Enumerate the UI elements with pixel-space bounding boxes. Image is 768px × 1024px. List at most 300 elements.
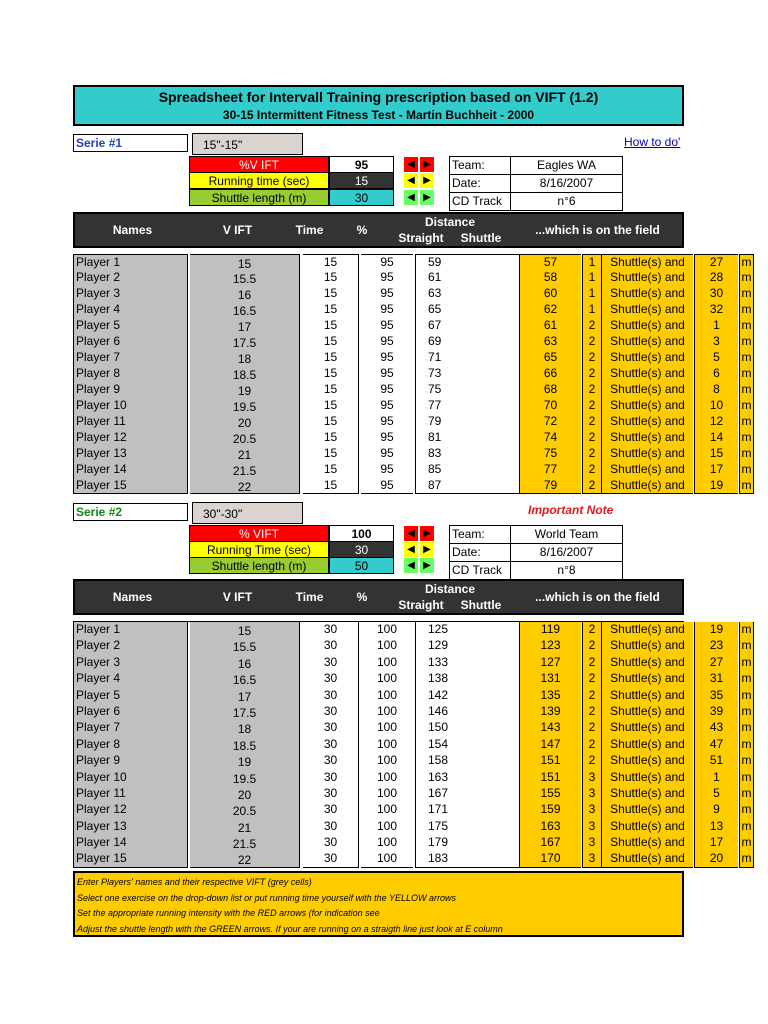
unit-cell: m [739,638,754,654]
cd-track-value[interactable]: n°6 [557,194,576,208]
player-name-cell[interactable]: Player 12 [73,430,188,446]
table-row [73,318,752,334]
col-pct-header: % [356,223,368,237]
straight-distance-cell: 129 [415,638,519,654]
intensity-decrease-arrow-icon[interactable]: ◀ [404,157,418,172]
cd-track-value[interactable]: n°8 [557,563,576,577]
unit-cell: m [739,398,754,414]
table-row [73,478,752,494]
time-cell: 15 [303,302,359,318]
shuttle-increase-arrow-icon[interactable]: ▶ [420,558,434,573]
info-key: Team: [450,157,511,174]
serie-1-param-time-label: Running time (sec) [189,172,329,189]
vift-cell[interactable]: 21.5 [190,835,300,851]
player-name-cell[interactable]: Player 4 [73,302,188,318]
field-position-cell: 13 [694,819,738,835]
serie-1-param-shuttle-label: Shuttle length (m) [189,189,329,206]
field-position-cell: 47 [694,737,738,753]
pct-cell: 100 [376,802,398,817]
col-field-header: ...which is on the field [535,223,660,237]
player-name-cell[interactable]: Player 14 [73,835,188,851]
table-row [73,622,752,638]
instruction-line: Enter Players' names and their respective VIFT (grey cells) [77,877,312,887]
shuttle-label-cell: Shuttle(s) and [601,851,693,867]
player-name-cell[interactable]: Player 6 [73,334,188,350]
shuttle-label-cell: Shuttle(s) and [601,462,693,478]
straight-distance-cell: 158 [415,753,519,769]
vift-cell[interactable]: 16.5 [190,671,300,687]
field-position-cell: 14 [694,430,738,446]
table-row [73,350,752,366]
shuttle-count-cell: 2 [582,688,601,704]
col-shuttle-header: Shuttle [460,598,502,612]
time-decrease-arrow-icon[interactable]: ◀ [404,173,418,188]
time-decrease-arrow-icon[interactable]: ◀ [404,542,418,557]
vift-cell[interactable]: 20 [190,786,300,802]
field-position-cell: 43 [694,720,738,736]
player-name-cell[interactable]: Player 15 [73,478,188,494]
table-row [73,654,752,671]
player-name-cell[interactable]: Player 14 [73,462,188,478]
time-cell: 30 [303,704,359,720]
shuttle-distance-cell: 155 [519,786,581,802]
shuttle-distance-cell: 74 [519,430,581,446]
shuttle-distance-cell: 62 [519,302,581,318]
info-key: CD Track [450,562,511,579]
vift-cell[interactable]: 19 [190,753,300,769]
col-straight-header: Straight [398,231,444,245]
shuttle-label-cell: Shuttle(s) and [601,770,693,786]
pct-cell: 95 [380,446,394,460]
shuttle-label-cell: Shuttle(s) and [601,835,693,851]
table-row [73,270,752,286]
vift-cell[interactable]: 16 [190,286,300,302]
table-row [73,802,752,819]
shuttle-distance-cell: 72 [519,414,581,430]
table-row [73,638,752,655]
unit-cell: m [739,334,754,350]
straight-distance-cell: 77 [415,398,519,414]
table-row [73,382,752,398]
straight-distance-cell: 150 [415,720,519,736]
table-row [73,398,752,414]
field-position-cell: 27 [694,254,738,270]
player-name-cell[interactable]: Player 13 [73,819,188,835]
vift-cell[interactable]: 21.5 [190,462,300,478]
vift-cell[interactable]: 20.5 [190,802,300,818]
serie-1-exercise-select[interactable]: 15"-15" [192,133,303,155]
shuttle-distance-cell: 61 [519,318,581,334]
player-name-cell[interactable]: Player 1 [73,254,188,270]
col-pct-header: % [356,590,368,604]
info-key: CD Track [450,193,511,210]
vift-cell[interactable]: 16 [190,655,300,671]
vift-cell[interactable]: 19.5 [190,770,300,786]
straight-distance-cell: 183 [415,851,519,867]
vift-cell[interactable]: 19 [190,382,300,398]
unit-cell: m [739,655,754,671]
shuttle-label-cell: Shuttle(s) and [601,622,693,638]
table-row [73,446,752,462]
table-row [73,334,752,350]
shuttle-label-cell: Shuttle(s) and [601,334,693,350]
field-position-cell: 15 [694,446,738,462]
col-vift-header: V IFT [222,590,253,604]
shuttle-distance-cell: 147 [519,737,581,753]
straight-distance-cell: 142 [415,688,519,704]
vift-cell[interactable]: 17.5 [190,704,300,720]
serie-2-param-shuttle-value: 50 [329,557,394,574]
unit-cell: m [739,446,754,462]
unit-cell: m [739,770,754,786]
pct-cell: 95 [380,414,394,428]
time-cell: 15 [303,286,359,302]
shuttle-distance-cell: 60 [519,286,581,302]
vift-cell[interactable]: 19.5 [190,398,300,414]
time-arrows-2 [404,542,434,557]
time-cell: 15 [303,414,359,430]
time-cell: 15 [303,350,359,366]
player-name-cell[interactable]: Player 9 [73,753,188,769]
date-value[interactable]: 8/16/2007 [539,545,594,559]
field-position-cell: 19 [694,622,738,638]
pct-cell: 100 [376,769,398,784]
vift-cell[interactable]: 18.5 [190,737,300,753]
table-row [73,286,752,302]
pct-cell: 95 [380,334,394,348]
vift-cell[interactable]: 21 [190,819,300,835]
serie-2-param-shuttle-label: Shuttle length (m) [189,557,329,574]
vift-cell[interactable]: 20 [190,414,300,430]
table-row [73,687,752,704]
shuttle-decrease-arrow-icon[interactable]: ◀ [404,190,418,205]
vift-cell[interactable]: 16.5 [190,302,300,318]
serie-1-label: Serie #1 [73,134,188,152]
vift-cell[interactable]: 22 [190,851,300,867]
unit-cell: m [739,737,754,753]
shuttle-count-cell: 2 [582,350,601,366]
table-row [73,414,752,430]
unit-cell: m [739,430,754,446]
serie-1-param-intensity-value: 95 [329,156,394,173]
field-position-cell: 51 [694,753,738,769]
shuttle-label-cell: Shuttle(s) and [601,302,693,318]
table-row [73,430,752,446]
field-position-cell: 9 [694,802,738,818]
shuttle-label-cell: Shuttle(s) and [601,414,693,430]
vift-cell[interactable]: 15.5 [190,638,300,654]
shuttle-label-cell: Shuttle(s) and [601,720,693,736]
shuttle-label-cell: Shuttle(s) and [601,366,693,382]
intensity-arrows [404,157,434,172]
serie-1-table-header [73,212,684,248]
table-row [73,462,752,478]
col-straight-header: Straight [398,598,444,612]
shuttle-count-cell: 1 [582,254,601,270]
straight-distance-cell: 167 [415,786,519,802]
page-subtitle: 30-15 Intermittent Fitness Test - Martin Buchheit - 2000 [222,108,535,122]
table-row [73,851,752,868]
field-position-cell: 20 [694,851,738,867]
time-cell: 15 [303,430,359,446]
vift-cell[interactable]: 18.5 [190,366,300,382]
field-position-cell: 6 [694,366,738,382]
table-row [73,302,752,318]
unit-cell: m [739,414,754,430]
pct-cell: 100 [376,654,398,669]
shuttle-label-cell: Shuttle(s) and [601,350,693,366]
table-row [73,366,752,382]
straight-distance-cell: 65 [415,302,519,318]
straight-distance-cell: 75 [415,382,519,398]
straight-distance-cell: 175 [415,819,519,835]
player-name-cell[interactable]: Player 13 [73,446,188,462]
unit-cell: m [739,688,754,704]
col-time-header: Time [295,223,324,237]
shuttle-label-cell: Shuttle(s) and [601,446,693,462]
team-value[interactable]: Eagles WA [537,158,596,172]
player-name-cell[interactable]: Player 4 [73,671,188,687]
time-increase-arrow-icon[interactable]: ▶ [420,173,434,188]
shuttle-count-cell: 2 [582,720,601,736]
shuttle-label-cell: Shuttle(s) and [601,786,693,802]
col-shuttle-header: Shuttle [460,231,502,245]
shuttle-count-cell: 2 [582,334,601,350]
shuttle-increase-arrow-icon[interactable]: ▶ [420,190,434,205]
field-position-cell: 23 [694,638,738,654]
player-name-cell[interactable]: Player 10 [73,398,188,414]
time-cell: 30 [303,622,359,638]
shuttle-count-cell: 2 [582,671,601,687]
time-cell: 30 [303,770,359,786]
table-row [73,736,752,753]
unit-cell: m [739,704,754,720]
shuttle-count-cell: 3 [582,770,601,786]
vift-cell[interactable]: 15 [190,622,300,638]
player-name-cell[interactable]: Player 11 [73,786,188,802]
title-banner [73,85,684,126]
field-position-cell: 3 [694,334,738,350]
serie-2-table-header [73,579,684,615]
player-name-cell[interactable]: Player 7 [73,720,188,736]
shuttle-label-cell: Shuttle(s) and [601,318,693,334]
serie-1-param-intensity-label: %V IFT [189,156,329,173]
shuttle-count-cell: 2 [582,462,601,478]
shuttle-distance-cell: 139 [519,704,581,720]
shuttle-count-cell: 3 [582,786,601,802]
player-name-cell[interactable]: Player 10 [73,770,188,786]
vift-cell[interactable]: 22 [190,478,300,494]
shuttle-distance-cell: 77 [519,462,581,478]
straight-distance-cell: 133 [415,655,519,671]
player-name-cell[interactable]: Player 2 [73,638,188,654]
player-name-cell[interactable]: Player 1 [73,622,188,638]
time-cell: 15 [303,270,359,286]
unit-cell: m [739,318,754,334]
time-cell: 30 [303,688,359,704]
info-key: Date: [450,175,511,192]
col-vift-header: V IFT [222,223,253,237]
unit-cell: m [739,622,754,638]
straight-distance-cell: 125 [415,622,519,638]
field-position-cell: 8 [694,382,738,398]
shuttle-label-cell: Shuttle(s) and [601,671,693,687]
pct-cell: 100 [376,720,398,735]
field-position-cell: 10 [694,398,738,414]
shuttle-distance-cell: 58 [519,270,581,286]
shuttle-count-cell: 3 [582,802,601,818]
shuttle-distance-cell: 68 [519,382,581,398]
time-cell: 15 [303,398,359,414]
straight-distance-cell: 179 [415,835,519,851]
unit-cell: m [739,802,754,818]
shuttle-distance-cell: 75 [519,446,581,462]
vift-cell[interactable]: 18 [190,350,300,366]
time-arrows [404,173,434,188]
unit-cell: m [739,462,754,478]
intensity-increase-arrow-icon[interactable]: ▶ [420,526,434,541]
straight-distance-cell: 154 [415,737,519,753]
vift-cell[interactable]: 18 [190,720,300,736]
time-cell: 30 [303,835,359,851]
unit-cell: m [739,366,754,382]
unit-cell: m [739,478,754,494]
time-cell: 15 [303,334,359,350]
field-position-cell: 19 [694,478,738,494]
vift-cell[interactable]: 15.5 [190,270,300,286]
time-cell: 30 [303,638,359,654]
table-row [73,720,752,737]
pct-cell: 100 [376,753,398,768]
shuttle-count-cell: 2 [582,398,601,414]
unit-cell: m [739,350,754,366]
time-cell: 30 [303,655,359,671]
shuttle-distance-cell: 170 [519,851,581,867]
unit-cell: m [739,851,754,867]
unit-cell: m [739,382,754,398]
player-name-cell[interactable]: Player 11 [73,414,188,430]
time-cell: 30 [303,753,359,769]
player-name-cell[interactable]: Player 15 [73,851,188,867]
instructions-box [73,871,684,937]
straight-distance-cell: 163 [415,770,519,786]
col-distance-header: Distance [424,215,476,229]
time-cell: 15 [303,446,359,462]
vift-cell[interactable]: 20.5 [190,430,300,446]
shuttle-distance-cell: 159 [519,802,581,818]
team-value[interactable]: World Team [534,527,599,541]
serie-1-param-shuttle-value: 30 [329,189,394,206]
shuttle-count-cell: 2 [582,446,601,462]
player-name-cell[interactable]: Player 9 [73,382,188,398]
pct-cell: 100 [376,818,398,833]
player-name-cell[interactable]: Player 3 [73,655,188,671]
serie-1-info-box [449,156,623,211]
player-name-cell[interactable]: Player 2 [73,270,188,286]
pct-cell: 100 [376,638,398,653]
pct-cell: 100 [376,835,398,850]
pct-cell: 100 [376,785,398,800]
unit-cell: m [739,819,754,835]
shuttle-count-cell: 2 [582,478,601,494]
vift-cell[interactable]: 17 [190,318,300,334]
pct-cell: 95 [361,478,413,494]
player-name-cell[interactable]: Player 12 [73,802,188,818]
table-row [73,769,752,786]
player-name-cell[interactable]: Player 5 [73,688,188,704]
field-position-cell: 39 [694,704,738,720]
vift-cell[interactable]: 21 [190,446,300,462]
shuttle-count-cell: 2 [582,414,601,430]
vift-cell[interactable]: 17 [190,688,300,704]
time-increase-arrow-icon[interactable]: ▶ [420,542,434,557]
table-row [73,818,752,835]
player-name-cell[interactable]: Player 3 [73,286,188,302]
pct-cell: 95 [380,462,394,476]
intensity-increase-arrow-icon[interactable]: ▶ [420,157,434,172]
important-note-link[interactable]: Important Note [528,503,614,517]
shuttle-count-cell: 2 [582,638,601,654]
intensity-decrease-arrow-icon[interactable]: ◀ [404,526,418,541]
serie-2-param-intensity-label: % VIFT [189,525,329,542]
time-cell: 30 [303,802,359,818]
vift-cell[interactable]: 15 [190,254,300,270]
serie-1-table [73,254,752,494]
player-name-cell[interactable]: Player 6 [73,704,188,720]
shuttle-count-cell: 2 [582,753,601,769]
player-name-cell[interactable]: Player 7 [73,350,188,366]
pct-cell: 100 [376,703,398,718]
shuttle-distance-cell: 57 [519,254,581,270]
table-row [73,703,752,720]
shuttle-distance-cell: 70 [519,398,581,414]
intensity-arrows-2 [404,526,434,541]
pct-cell: 95 [380,270,394,284]
player-name-cell[interactable]: Player 5 [73,318,188,334]
col-field-header: ...which is on the field [535,590,660,604]
field-position-cell: 1 [694,770,738,786]
table-row [73,785,752,802]
straight-distance-cell: 146 [415,704,519,720]
player-name-cell[interactable]: Player 8 [73,366,188,382]
shuttle-count-cell: 2 [582,318,601,334]
date-value[interactable]: 8/16/2007 [539,176,594,190]
shuttle-label-cell: Shuttle(s) and [601,704,693,720]
table-row [73,835,752,852]
shuttle-distance-cell: 151 [519,753,581,769]
how-to-link[interactable]: How to do' [624,135,681,149]
unit-cell: m [739,254,754,270]
serie-2-param-time-value: 30 [329,541,394,558]
serie-2-exercise-select[interactable]: 30"-30" [192,502,303,524]
unit-cell: m [739,270,754,286]
pct-cell: 100 [361,851,413,867]
pct-cell: 100 [376,687,398,702]
vift-cell[interactable]: 17.5 [190,334,300,350]
shuttle-distance-cell: 163 [519,819,581,835]
shuttle-label-cell: Shuttle(s) and [601,688,693,704]
shuttle-decrease-arrow-icon[interactable]: ◀ [404,558,418,573]
straight-distance-cell: 81 [415,430,519,446]
shuttle-label-cell: Shuttle(s) and [601,819,693,835]
shuttle-count-cell: 2 [582,655,601,671]
field-position-cell: 17 [694,462,738,478]
serie-2-table [73,621,752,868]
player-name-cell[interactable]: Player 8 [73,737,188,753]
table-row [73,671,752,688]
time-cell: 30 [303,819,359,835]
shuttle-label-cell: Shuttle(s) and [601,398,693,414]
